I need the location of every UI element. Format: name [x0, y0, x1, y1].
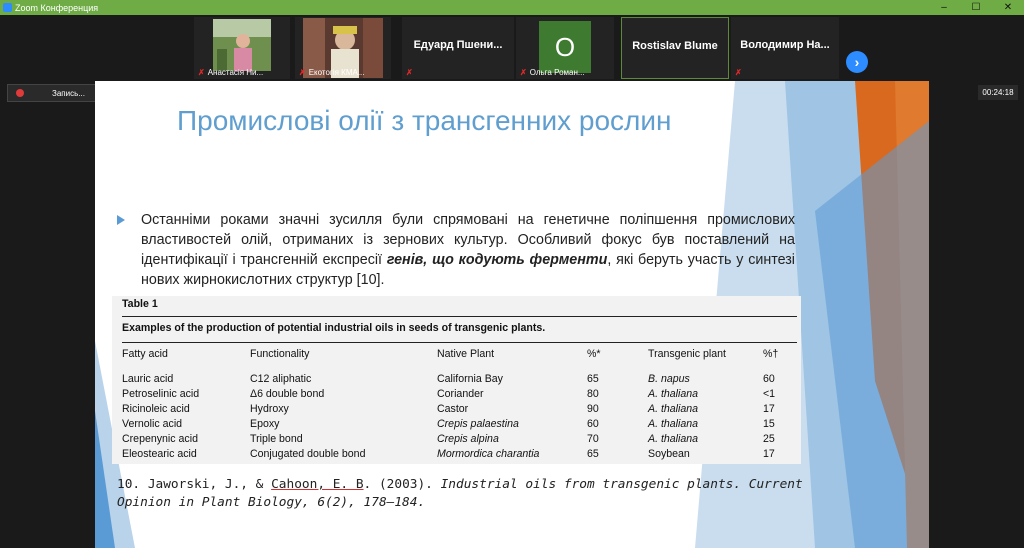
record-icon: [16, 89, 24, 97]
participant-tile[interactable]: [516, 17, 614, 79]
table-cell: 70: [587, 433, 599, 445]
table-header-cell: Fatty acid: [122, 348, 168, 360]
zoom-app-icon: [3, 3, 12, 12]
participant-tile[interactable]: [194, 17, 290, 79]
bullet-text: Останніми роками значні зусилля були спрямовані на генетичне поліпшення промислових властивостей олій, отриманих із зернових культур. Особливий фокус був поставлений на ідентифікації і трансгенній експресії генів, що кодують ферменти, які беруть участь у синтезі нових жирнокислотних структур [10].: [141, 212, 795, 288]
participant-status: [735, 68, 745, 77]
table-cell: Crepis palaestina: [437, 418, 519, 430]
muted-mic-icon: ✗: [299, 68, 306, 77]
table-cell: A. thaliana: [648, 403, 699, 415]
participant-name: ✗ Екотогія КМА...: [299, 68, 365, 77]
participant-name: Rostislav Blume: [632, 40, 718, 52]
reference-citation: 10. Jaworski, J., & Cahoon, E. B. (2003). Industrial oils from transgenic plants. Current Opinion in Plant Biology, 6(2), 178–184.: [117, 477, 803, 510]
participant-name: ✗ Ольга Роман...: [520, 68, 585, 77]
table-cell: A. thaliana: [648, 418, 699, 430]
table-cell: 17: [763, 448, 775, 460]
table-header-cell: Transgenic plant: [648, 348, 726, 360]
participant-tile[interactable]: [402, 17, 514, 79]
shared-slide: [95, 81, 929, 548]
table-header-cell: %*: [587, 348, 601, 360]
window-titlebar: [0, 0, 1024, 15]
participant-name: Едуард Пшени...: [413, 39, 503, 51]
table-cell: Coriander: [437, 388, 484, 400]
table-cell: A. thaliana: [648, 433, 699, 445]
table-cell: Epoxy: [250, 418, 280, 430]
muted-mic-icon: ✗: [520, 68, 527, 77]
participant-name: Володимир На...: [740, 39, 830, 51]
table-cell: California Bay: [437, 373, 503, 385]
participant-video: [213, 19, 271, 71]
table-cell: Triple bond: [250, 433, 303, 445]
table-cell: Lauric acid: [122, 373, 174, 385]
table-cell: Δ6 double bond: [250, 388, 325, 400]
table-cell: Soybean: [648, 448, 690, 460]
table-cell: Conjugated double bond: [250, 448, 366, 460]
table-header-cell: Functionality: [250, 348, 310, 360]
table-rule: [122, 342, 797, 343]
table-cell: 15: [763, 418, 775, 430]
table-cell: Hydroxy: [250, 403, 289, 415]
table-cell: Mormordica charantia: [437, 448, 540, 460]
table-cell: 90: [587, 403, 599, 415]
minimize-button[interactable]: –: [941, 2, 947, 13]
participant-status: [406, 68, 416, 77]
window-title: Zoom Конференция: [15, 2, 99, 13]
maximize-button[interactable]: ☐: [971, 2, 981, 13]
table-cell: C12 aliphatic: [250, 373, 312, 385]
muted-mic-icon: ✗: [735, 68, 742, 77]
table-cell: 65: [587, 448, 599, 460]
table-cell: 65: [587, 373, 599, 385]
participant-name: ✗ Анастасія Ни...: [198, 68, 264, 77]
muted-mic-icon: ✗: [406, 68, 413, 77]
table-cell: Ricinoleic acid: [122, 403, 190, 415]
table-cell: A. thaliana: [648, 388, 699, 400]
table-cell: 25: [763, 433, 775, 445]
table-cell: B. napus: [648, 373, 690, 385]
recording-label: Запись...: [52, 88, 85, 98]
participant-strip: [0, 15, 1024, 81]
participant-initial: O: [539, 21, 591, 73]
next-page-icon[interactable]: ›: [846, 51, 868, 73]
table-cell: Vernolic acid: [122, 418, 183, 430]
table-cell: Crepenynic acid: [122, 433, 198, 445]
bullet-arrow-icon: [117, 215, 125, 225]
participant-tile[interactable]: [731, 17, 839, 79]
table-cell: 60: [763, 373, 775, 385]
muted-mic-icon: ✗: [198, 68, 205, 77]
table-cell: 17: [763, 403, 775, 415]
data-table: [112, 296, 801, 464]
participant-tile[interactable]: [621, 17, 729, 79]
close-button[interactable]: ✕: [1003, 2, 1013, 13]
table-rule: [122, 316, 797, 317]
slide-title: Промислові олії з трансгенних рослин: [177, 105, 672, 136]
table-cell: 60: [587, 418, 599, 430]
table-cell: Crepis alpina: [437, 433, 499, 445]
table-cell: Petroselinic acid: [122, 388, 200, 400]
table-caption: Examples of the production of potential industrial oils in seeds of transgenic plants.: [122, 322, 546, 334]
table-cell: Eleostearic acid: [122, 448, 197, 460]
table-header-cell: Native Plant: [437, 348, 495, 360]
table-label: Table 1: [122, 298, 158, 310]
table-cell: 80: [587, 388, 599, 400]
table-cell: Castor: [437, 403, 469, 415]
participant-tile[interactable]: [295, 17, 391, 79]
meeting-timer: 00:24:18: [978, 85, 1018, 100]
table-cell: <1: [763, 388, 776, 400]
slide-bullet: [117, 210, 795, 290]
table-header-cell: %†: [763, 348, 779, 360]
window-controls: [928, 0, 1024, 15]
